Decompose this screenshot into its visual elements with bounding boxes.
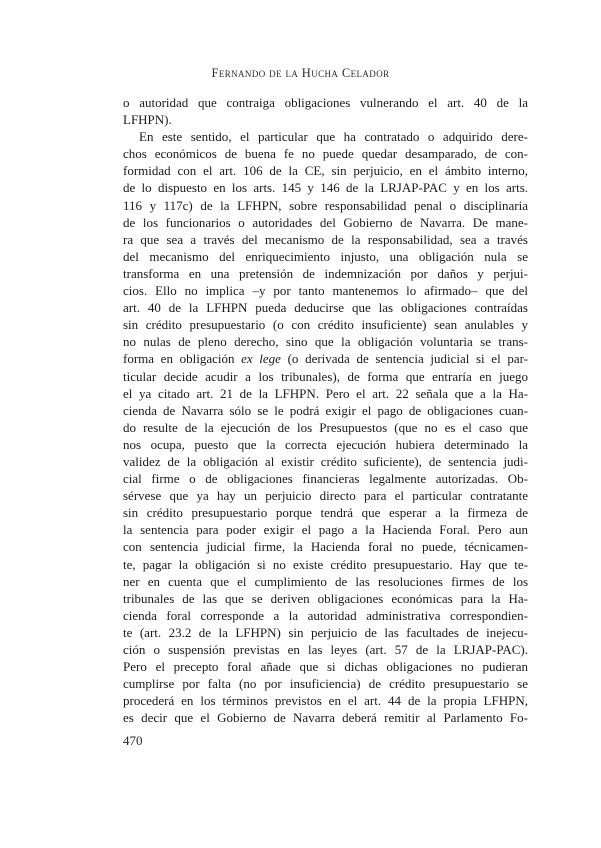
text-line: es decir que el Gobierno de Navarra deberá remitir al Parlamento Fo- bbox=[123, 710, 528, 726]
text-line: la sentencia para poder exigir el pago a la Hacienda Foral. Pero aun bbox=[123, 522, 528, 538]
text-line: sin crédito presupuestario (o con crédito insuficiente) sean anulables y bbox=[123, 317, 528, 333]
text-line: cienda de Navarra sólo se le podrá exigir el pago de obligaciones cuan- bbox=[123, 402, 528, 418]
text-line: ra que sea a través del mecanismo de la responsabilidad, sea a través bbox=[123, 231, 528, 247]
text-line: cios. Ello no implica –y por tanto mantenemos lo afirmado– que del bbox=[123, 283, 528, 299]
text-line: ticular decide acudir a los tribunales), de forma que entraría en juego bbox=[123, 368, 528, 384]
page-number: 470 bbox=[123, 733, 143, 748]
text-line: cumplirse por falta (no por insuficiencia) de crédito presupuestario se bbox=[123, 676, 528, 692]
text-line: del mecanismo del enriquecimiento injusto, una obligación nula se bbox=[123, 248, 528, 264]
text-line: cienda foral corresponde a la autoridad administrativa correspondien- bbox=[123, 607, 528, 623]
text-line: Pero el precepto foral añade que si dichas obligaciones no pudieran bbox=[123, 659, 528, 675]
text-line: te (art. 23.2 de la LFHPN) sin perjuicio de las facultades de inejecu- bbox=[123, 624, 528, 640]
text-line: no nulas de pleno derecho, sino que la obligación voluntaria se trans- bbox=[123, 334, 528, 350]
text-line: validez de la obligación al existir crédito suficiente), de sentencia judi- bbox=[123, 453, 528, 469]
text-line: formidad con el art. 106 de la CE, sin perjuicio, en el ámbito interno, bbox=[123, 163, 528, 179]
text-line: sérvese que ya hay un perjuicio directo para el particular contratante bbox=[123, 488, 528, 504]
text-line: chos económicos de buena fe no puede quedar desamparado, de con- bbox=[123, 146, 528, 162]
text-line: tribunales de las que se deriven obligaciones económicas para la Ha- bbox=[123, 590, 528, 606]
body-text bbox=[123, 94, 528, 726]
text-line: do resulte de la ejecución de los Presupuestos (que no es el caso que bbox=[123, 419, 528, 435]
text-line: art. 40 de la LFHPN pueda deducirse que las obligaciones contraídas bbox=[123, 300, 528, 316]
text-line: de lo dispuesto en los arts. 145 y 146 de la LRJAP-PAC y en los arts. bbox=[123, 180, 528, 196]
text-line: cial firme o de obligaciones financieras legalmente autorizadas. Ob- bbox=[123, 471, 528, 487]
text-line: forma en obligación ex lege (o derivada de sentencia judicial si el par- bbox=[123, 351, 528, 367]
text-line: procederá en los términos previstos en el art. 44 de la propia LFHPN, bbox=[123, 693, 528, 709]
text-line: LFHPN). bbox=[123, 112, 172, 128]
paragraph-1 bbox=[123, 94, 528, 128]
text-line: ner en cuenta que el cumplimiento de las resoluciones firmes de los bbox=[123, 573, 528, 589]
text-line: 116 y 117c) de la LFHPN, sobre responsabilidad penal o disciplinaria bbox=[123, 197, 528, 213]
text-line: sin crédito presupuestario porque tendrá que esperar a la firmeza de bbox=[123, 505, 528, 521]
text-line: transforma en una pretensión de indemnización por daños y perjui- bbox=[123, 265, 528, 281]
text-line: nos ocupa, puesto que la correcta ejecución hubiera determinado la bbox=[123, 436, 528, 452]
text-line: con sentencia judicial firme, la Hacienda foral no puede, técnicamen- bbox=[123, 539, 528, 555]
running-header: Fernando de la Hucha Celador bbox=[211, 66, 390, 80]
italic-phrase: ex lege bbox=[241, 351, 281, 367]
text-line: o autoridad que contraiga obligaciones vulnerando el art. 40 de la bbox=[123, 95, 528, 110]
text-line: te, pagar la obligación si no existe crédito presupuestario. Hay que te- bbox=[123, 556, 528, 572]
text-line: En este sentido, el particular que ha contratado o adquirido dere- bbox=[139, 129, 528, 145]
text-line: el ya citado art. 21 de la LFHPN. Pero el art. 22 señala que a la Ha- bbox=[123, 385, 528, 401]
paragraph-2 bbox=[123, 128, 528, 726]
text-line: de los funcionarios o autoridades del Gobierno de Navarra. De mane- bbox=[123, 214, 528, 230]
text-line: ción o suspensión previstas en las leyes (art. 57 de la LRJAP-PAC). bbox=[123, 642, 528, 657]
